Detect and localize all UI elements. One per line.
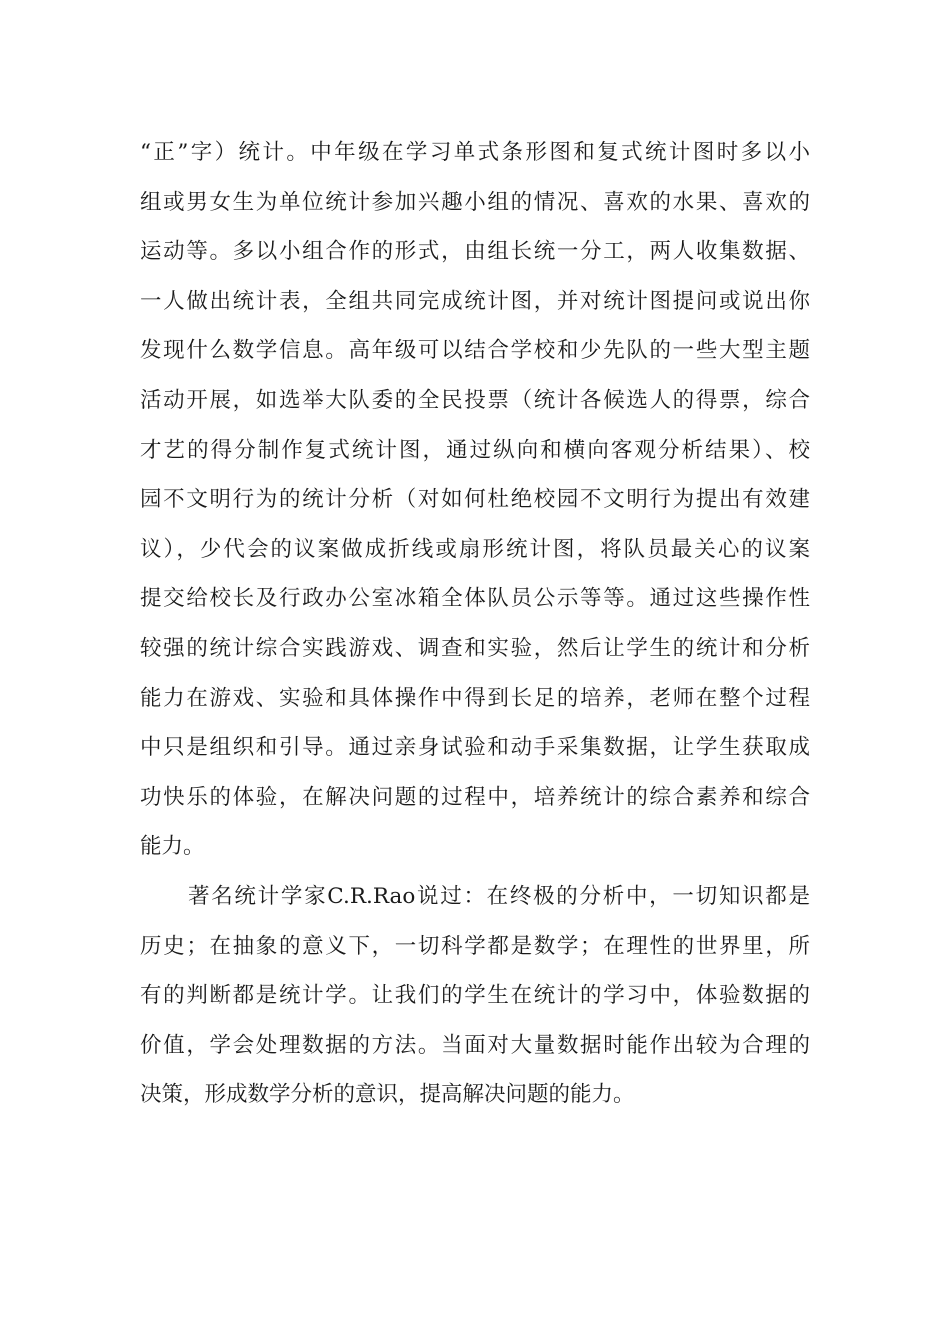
text-line: 议），少代会的议案做成折线或扇形统计图，将队员最关心的议案	[140, 536, 810, 562]
text-line: 组或男女生为单位统计参加兴趣小组的情况、喜欢的水果、喜欢的	[140, 189, 810, 215]
text-line: 一人做出统计表，全组共同完成统计图，并对统计图提问或说出你	[140, 288, 810, 314]
text-line: “正”字）统计。中年级在学习单式条形图和复式统计图时多以小	[140, 140, 810, 165]
text-line: 提交给校长及行政办公室冰箱全体队员公示等等。通过这些操作性	[140, 586, 810, 612]
text-line: 中只是组织和引导。通过亲身试验和动手采集数据，让学生获取成	[140, 735, 810, 761]
text-line: 才艺的得分制作复式统计图，通过纵向和横向客观分析结果）、校	[140, 437, 810, 463]
paragraph-1	[140, 128, 810, 872]
text-line: 运动等。多以小组合作的形式，由组长统一分工，两人收集数据、	[140, 239, 810, 265]
paragraph-2	[140, 872, 810, 1120]
text-line: 历史；在抽象的意义下，一切科学都是数学；在理性的世界里，所	[140, 933, 810, 959]
text-line: 功快乐的体验，在解决问题的过程中，培养统计的综合素养和综合	[140, 784, 810, 810]
text-line: 决策，形成数学分析的意识，提高解决问题的能力。	[140, 1082, 635, 1108]
text-line: 有的判断都是统计学。让我们的学生在统计的学习中，体验数据的	[140, 983, 810, 1009]
document-body	[140, 128, 810, 1120]
text-line: 著名统计学家C.R.Rao说过：在终极的分析中，一切知识都是	[188, 883, 810, 909]
text-line: 能力在游戏、实验和具体操作中得到长足的培养，老师在整个过程	[140, 685, 810, 711]
text-line: 能力。	[140, 834, 205, 860]
text-line: 活动开展，如选举大队委的全民投票（统计各候选人的得票，综合	[140, 387, 810, 413]
text-line: 价值，学会处理数据的方法。当面对大量数据时能作出较为合理的	[140, 1032, 810, 1058]
text-line: 较强的统计综合实践游戏、调查和实验，然后让学生的统计和分析	[140, 635, 810, 661]
text-line: 园不文明行为的统计分析（对如何杜绝校园不文明行为提出有效建	[140, 487, 810, 513]
text-line: 发现什么数学信息。高年级可以结合学校和少先队的一些大型主题	[140, 338, 810, 364]
